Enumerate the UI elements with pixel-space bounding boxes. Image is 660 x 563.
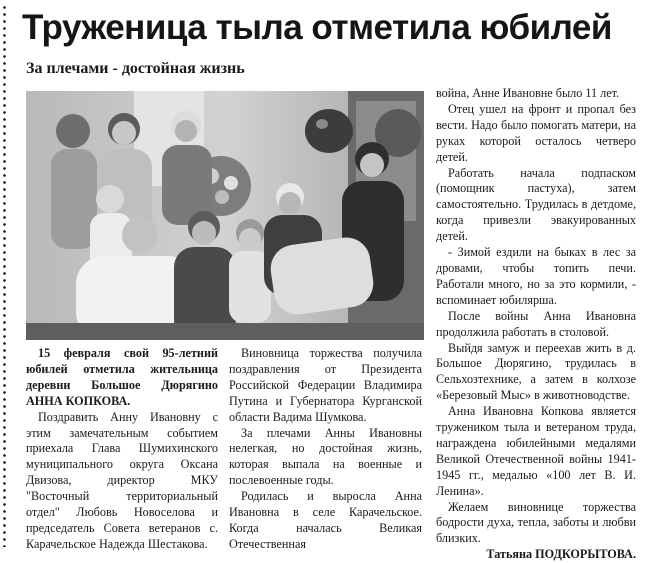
paragraph: Виновница торжества получила поздравления от Президента Российской Федерации Владимира Путина и Губернатора Курганской области Вадима Шумкова. — [229, 346, 422, 424]
dotted-border — [2, 4, 7, 547]
photo-family-group-icon — [26, 91, 424, 340]
paragraph: - Зимой ездили на быках в лес за дровами, чтобы топить печи. Работали много, но за это кормили, - вспоминает юбилярша. — [436, 245, 636, 307]
headline: Труженица тыла отметила юбилей — [22, 8, 612, 47]
column-2 — [229, 346, 422, 553]
paragraph: Поздравить Анну Ивановну с этим замечательным событием приехала Глава Шумихинского муниципального округа Оксана Двизова, директор МКУ "Восточный территориальный отдел" Любовь Новоселова и председатель Совета ветеранов с. Карачельское Надежда Шестакова. — [26, 409, 218, 551]
paragraph: Отец ушел на фронт и пропал без вести. Надо было помогать матери, на руках которой осталось четверо детей. — [436, 101, 636, 164]
paragraph: Родилась и выросла Анна Ивановна в селе Карачельское. Когда началась Великая Отечественная — [229, 489, 422, 551]
column-3 — [436, 86, 636, 563]
subheadline: За плечами - достойная жизнь — [26, 60, 245, 77]
column-1 — [26, 346, 218, 553]
lead-paragraph: 15 февраля свой 95-летний юбилей отметила жительница деревни Большое Дюрягино АННА КОПКОВА. — [26, 346, 218, 408]
article-photo — [26, 91, 424, 340]
author-signature: Татьяна ПОДКОРЫТОВА. — [486, 547, 636, 562]
paragraph: После войны Анна Ивановна продолжила работать в столовой. — [436, 308, 636, 339]
paragraph: Выйдя замуж и переехав жить в д. Большое Дюрягино, трудилась в Сельхозтехнике, а затем в колхозе «Березовый Мыс» в животноводстве. — [436, 340, 636, 403]
paragraph: За плечами Анны Ивановны нелегкая, но достойная жизнь, которая выпала на военные и послевоенные годы. — [229, 425, 422, 488]
paragraph: Желаем виновнице торжества бодрости духа, тепла, заботы и любви близких. — [436, 499, 636, 546]
paragraph: война, Анне Ивановне было 11 лет. — [436, 86, 620, 100]
paragraph: Анна Ивановна Копкова является тружеником тыла и ветераном труда, награждена юбилейными медалями Великой Отечественной войны 1941-1945 гг., медалью «100 лет В. И. Ленина». — [436, 404, 636, 498]
paragraph: Работать начала подпаском (помощник пастуха), затем самостоятельно. Трудилась в детдоме, когда привезли эвакуированных детей. — [436, 165, 636, 244]
